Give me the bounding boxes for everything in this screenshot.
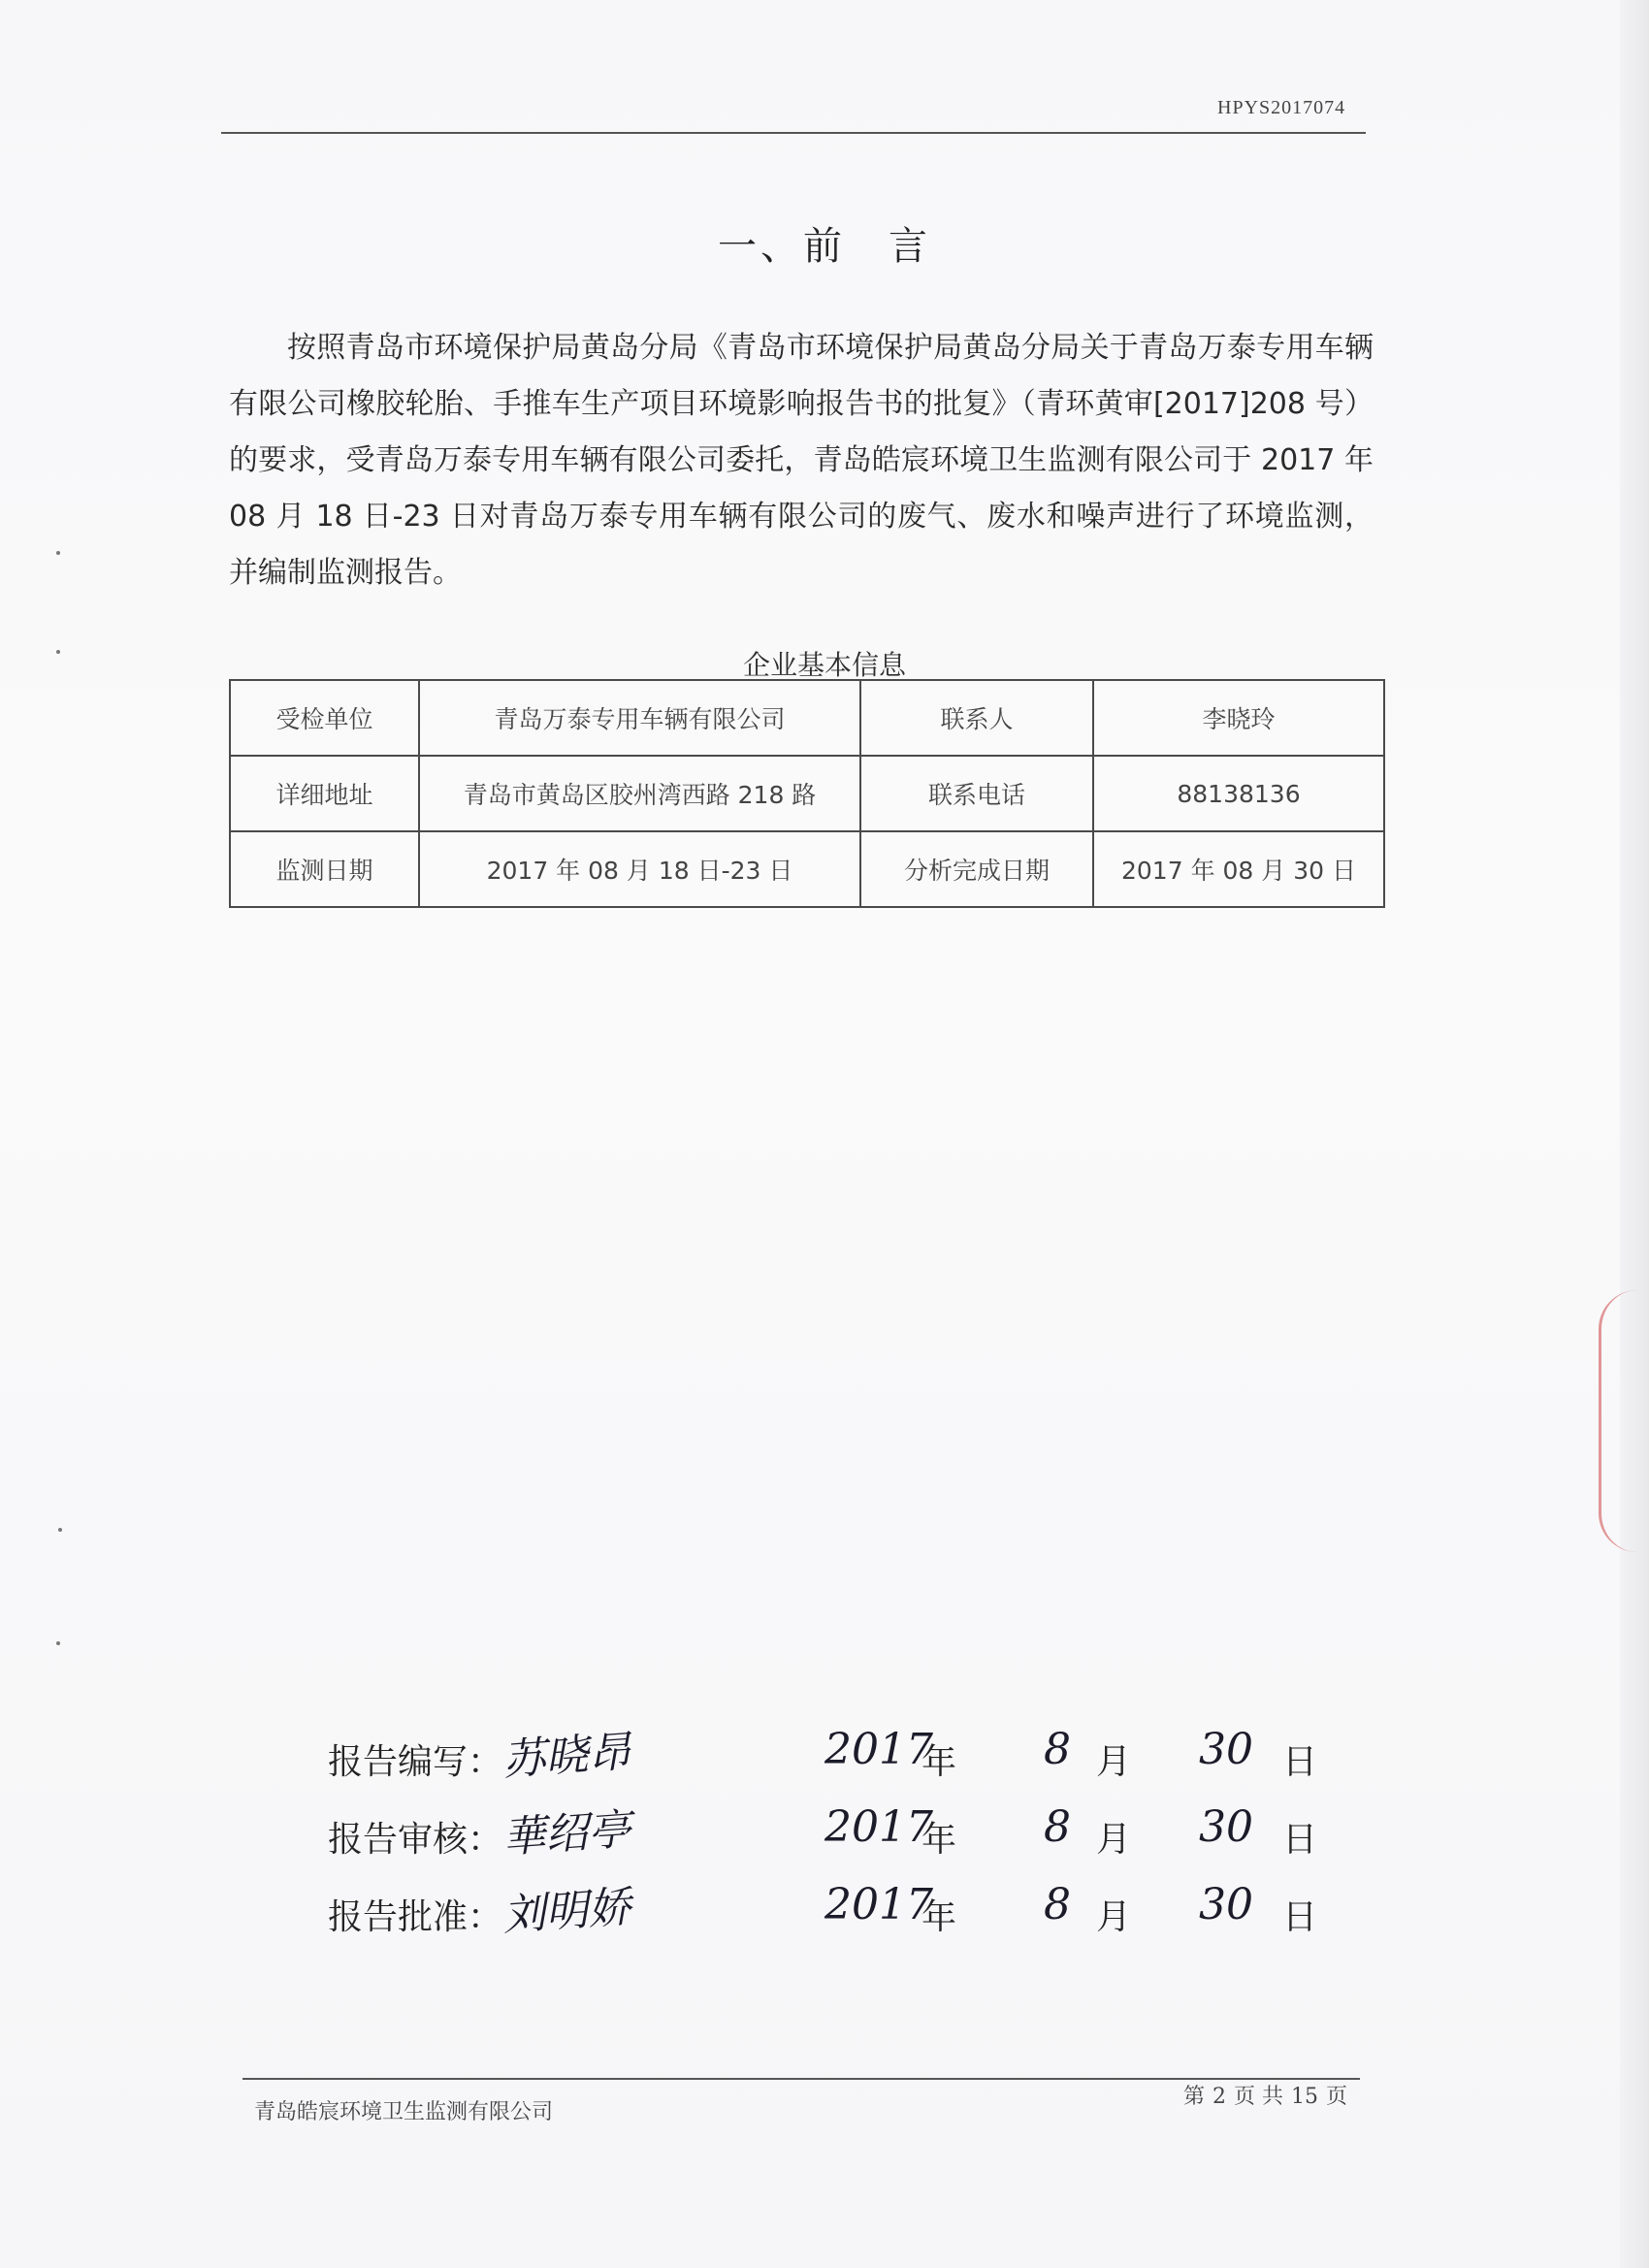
table-row [230, 680, 1384, 756]
page-suffix: 页 [1326, 2085, 1348, 2109]
page-mid: 页 共 [1234, 2085, 1284, 2109]
seal-stamp-edge [1599, 1290, 1640, 1552]
signature-row-writer [328, 1727, 1395, 1804]
table-cell: 李晓玲 [1093, 680, 1384, 756]
header-rule [221, 132, 1366, 134]
table-cell: 受检单位 [230, 680, 419, 756]
section-title: 一、前 言 [718, 224, 931, 269]
handwritten-year: 2017 [824, 1725, 933, 1774]
month-unit: 月 [1096, 1742, 1132, 1782]
month-unit: 月 [1096, 1897, 1132, 1937]
handwritten-month: 8 [1044, 1802, 1071, 1852]
handwritten-month: 8 [1044, 1725, 1071, 1774]
table-cell: 青岛市黄岛区胶州湾西路 218 路 [419, 756, 860, 831]
table-row [230, 831, 1384, 907]
handwritten-year: 2017 [824, 1880, 933, 1929]
binding-hole-mark [56, 551, 60, 555]
table-cell: 联系人 [860, 680, 1093, 756]
signature-label: 报告批准： [328, 1897, 503, 1937]
handwritten-day: 30 [1199, 1725, 1253, 1774]
year-unit: 年 [922, 1897, 957, 1937]
enterprise-info-table [229, 679, 1385, 908]
document-code: HPYS2017074 [1217, 97, 1346, 118]
binding-hole-mark [58, 1528, 62, 1532]
year-unit: 年 [922, 1820, 957, 1860]
handwritten-day: 30 [1199, 1802, 1253, 1852]
signature-row-reviewer [328, 1804, 1395, 1882]
table-cell: 2017 年 08 月 18 日-23 日 [419, 831, 860, 907]
table-cell: 监测日期 [230, 831, 419, 907]
page-number [1183, 2080, 1347, 2110]
table-cell: 青岛万泰专用车辆有限公司 [419, 680, 860, 756]
footer-company: 青岛皓宸环境卫生监测有限公司 [254, 2100, 554, 2124]
day-unit: 日 [1282, 1897, 1318, 1937]
handwritten-signature: 苏晓昂 [501, 1727, 632, 1786]
month-unit: 月 [1096, 1820, 1132, 1860]
day-unit: 日 [1282, 1742, 1318, 1782]
year-unit: 年 [922, 1742, 957, 1782]
handwritten-signature: 刘明娇 [501, 1882, 632, 1941]
table-row [230, 756, 1384, 831]
page-total: 15 [1291, 2085, 1319, 2109]
day-unit: 日 [1282, 1820, 1318, 1860]
table-caption: 企业基本信息 [742, 649, 906, 681]
signature-row-approver [328, 1882, 1395, 1960]
table-cell: 2017 年 08 月 30 日 [1093, 831, 1384, 907]
intro-paragraph: 按照青岛市环境保护局黄岛分局《青岛市环境保护局黄岛分局关于青岛万泰专用车辆有限公司橡胶轮胎、手推车生产项目环境影响报告书的批复》（青环黄审[2017]208 号）的要求，受青岛万泰专用车辆有限公司委托，青岛皓宸环境卫生监测有限公司于 2017 年 08 月 18 日-23 日对青岛万泰专用车辆有限公司的废气、废水和噪声进行了环境监测，并编制监测报告。 [229, 331, 1374, 590]
page-prefix: 第 [1183, 2085, 1206, 2109]
binding-hole-mark [56, 650, 60, 654]
signature-label: 报告审核： [328, 1820, 503, 1860]
handwritten-year: 2017 [824, 1802, 933, 1852]
table-cell: 88138136 [1093, 756, 1384, 831]
signature-label: 报告编写： [328, 1742, 503, 1782]
table-cell: 详细地址 [230, 756, 419, 831]
binding-hole-mark [56, 1641, 60, 1645]
handwritten-month: 8 [1044, 1880, 1071, 1929]
page-edge-shadow [1620, 0, 1649, 2268]
table-cell: 分析完成日期 [860, 831, 1093, 907]
signature-block [328, 1727, 1395, 1960]
table-cell: 联系电话 [860, 756, 1093, 831]
handwritten-signature: 華绍亭 [501, 1804, 632, 1863]
handwritten-day: 30 [1199, 1880, 1253, 1929]
page-current: 2 [1212, 2085, 1227, 2109]
